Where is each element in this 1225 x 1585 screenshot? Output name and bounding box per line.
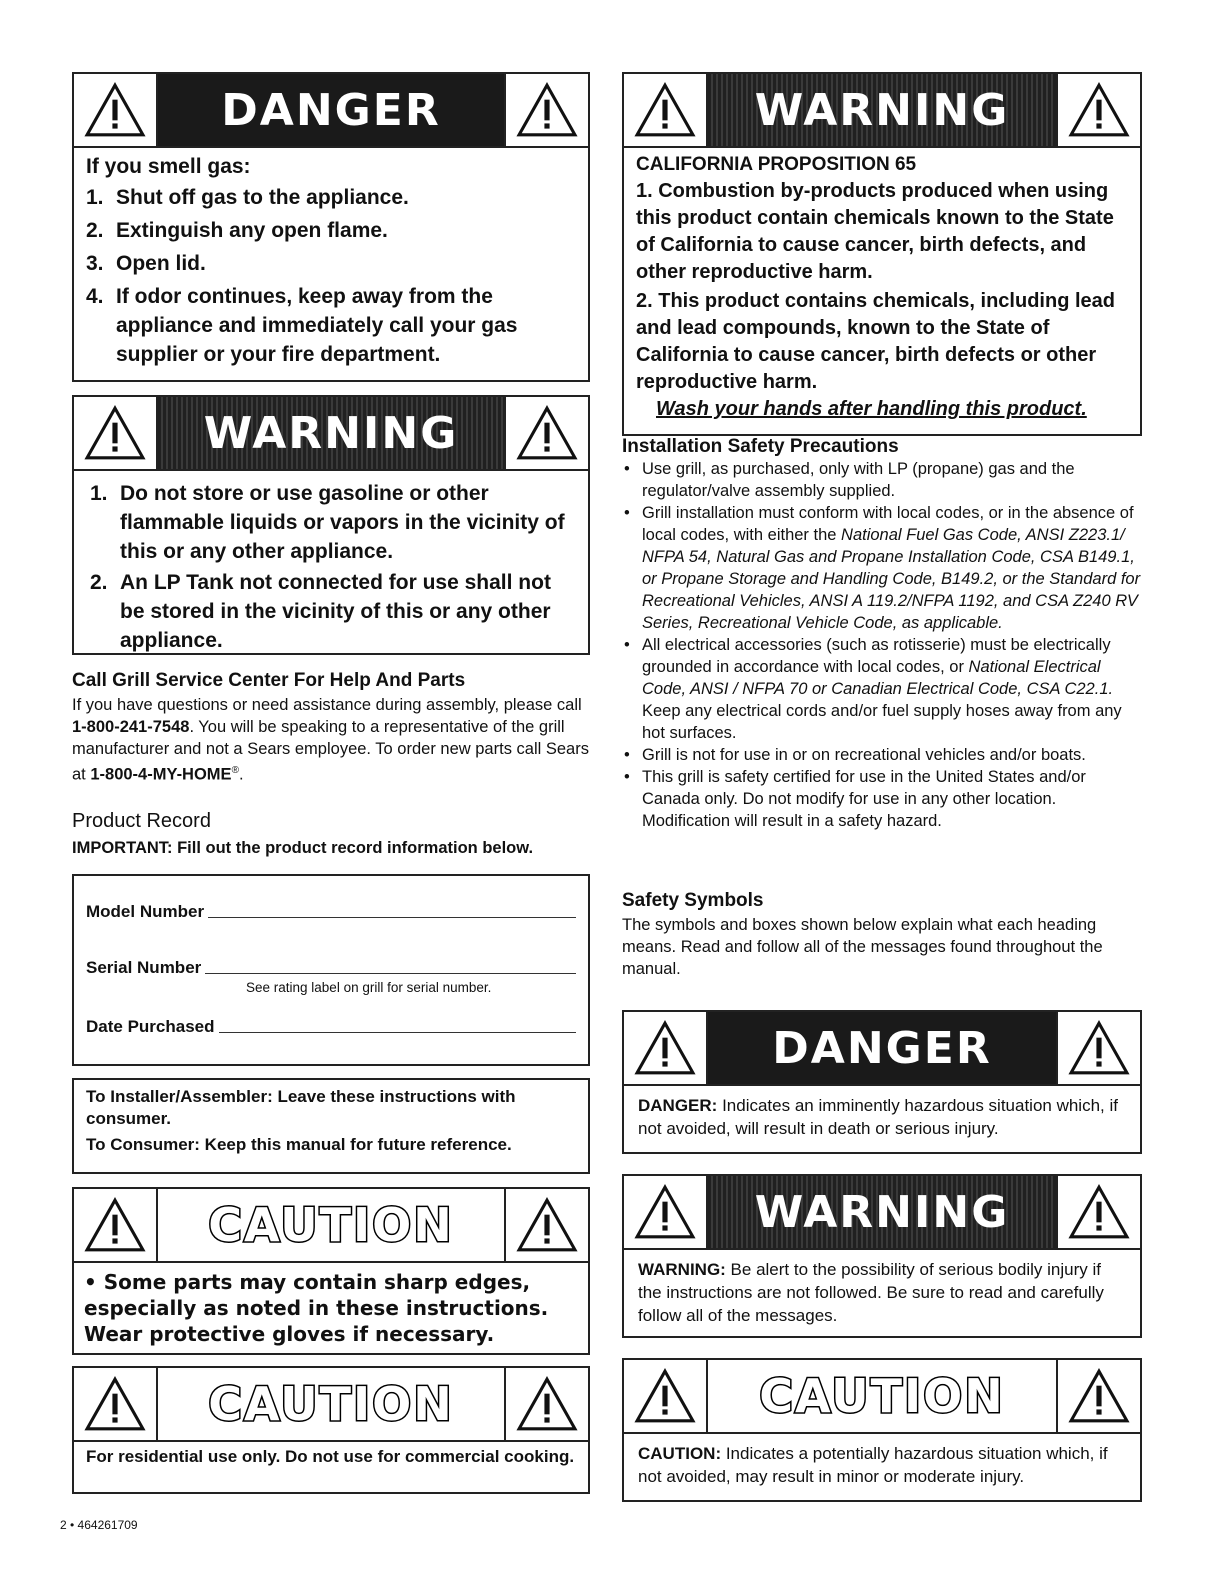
- caution-edges-text: • Some parts may contain sharp edges, especially as noted in these instructions. Wear protective gloves if necessary.: [84, 1270, 549, 1346]
- gas-steps-list: [86, 183, 576, 369]
- warning-signal-bar: [624, 1176, 1140, 1250]
- list-item: 1. Do not store or use gasoline or other flammable liquids or vapors in the vicinity of this or any other appliance.: [90, 482, 565, 563]
- signal-word-caution: CAUTION: [208, 1198, 454, 1252]
- product-record-important: IMPORTANT: Fill out the product record information below.: [72, 839, 534, 857]
- warning-gasoline-box: [72, 395, 590, 655]
- alert-triangle-icon: [74, 397, 158, 469]
- gas-intro: If you smell gas:: [86, 155, 251, 178]
- list-item: 4. If odor continues, keep away from the appliance and immediately call your gas supplier or your fire department.: [86, 285, 518, 366]
- alert-triangle-icon: [624, 1012, 708, 1084]
- service-section: [72, 670, 592, 786]
- alert-triangle-icon: [1056, 1012, 1140, 1084]
- installer-note: To Installer/Assembler: Leave these instructions with consumer.: [86, 1087, 516, 1128]
- alert-triangle-icon: [1056, 1176, 1140, 1248]
- list-item: • Grill is not for use in or on recreational vehicles and/or boats.: [624, 746, 1086, 764]
- install-safety-heading: Installation Safety Precautions: [622, 436, 899, 457]
- safety-symbols-section: [622, 890, 1142, 980]
- list-item: 3. Open lid.: [86, 252, 206, 275]
- product-record-box: [72, 874, 590, 1066]
- prop65-wash-note: Wash your hands after handling this product.: [656, 398, 1087, 420]
- parts-phone: 1-800-4-MY-HOME: [90, 765, 232, 784]
- list-item: 2. Extinguish any open flame.: [86, 219, 388, 242]
- signal-word-warning: WARNING: [708, 1176, 1056, 1248]
- safety-symbols-text: The symbols and boxes shown below explain what each heading means. Read and follow all of the messages found throughout the manual.: [622, 916, 1103, 978]
- alert-triangle-icon: [624, 1176, 708, 1248]
- installer-box: [72, 1078, 590, 1174]
- signal-word-warning: WARNING: [708, 74, 1056, 146]
- serial-number-field[interactable]: Serial Number: [86, 958, 576, 978]
- service-text: If you have questions or need assistance during assembly, please call 1-800-241-7548. You will be speaking to a representative of the grill manufacturer and not a Sears employee. To order new parts call Sears at 1-800-4-MY-HOME®.: [72, 696, 589, 784]
- danger-signal-bar: [624, 1012, 1140, 1086]
- page-footer: 2 • 464261709: [60, 1518, 138, 1532]
- alert-triangle-icon: [504, 1189, 588, 1261]
- service-heading: Call Grill Service Center For Help And Parts: [72, 670, 466, 691]
- signal-word-danger: DANGER: [158, 74, 504, 146]
- warning-signal-bar: [624, 74, 1140, 148]
- model-number-field[interactable]: Model Number: [86, 902, 576, 922]
- prop65-heading: CALIFORNIA PROPOSITION 65: [636, 154, 917, 175]
- caution-residential-text: For residential use only. Do not use for commercial cooking.: [86, 1447, 575, 1466]
- prop65-item-2: 2. This product contains chemicals, including lead and lead compounds, known to the State of California to cause cancer, birth defects or other reproductive harm.: [636, 290, 1115, 393]
- signal-word-caution: CAUTION: [208, 1377, 454, 1431]
- warning-definition-box: [622, 1174, 1142, 1338]
- date-purchased-field[interactable]: Date Purchased: [86, 1017, 576, 1037]
- alert-triangle-icon: [1056, 74, 1140, 146]
- signal-word-warning: WARNING: [158, 397, 504, 469]
- product-record-section: [72, 810, 592, 858]
- caution-residential-box: [72, 1366, 590, 1494]
- product-record-heading: Product Record: [72, 810, 211, 832]
- caution-edges-box: [72, 1187, 590, 1355]
- caution-definition-text: CAUTION: Indicates a potentially hazardous situation which, if not avoided, may result in minor or moderate injury.: [638, 1444, 1108, 1486]
- alert-triangle-icon: [504, 397, 588, 469]
- alert-triangle-icon: [624, 74, 708, 146]
- danger-signal-bar: [74, 74, 588, 148]
- gasoline-steps-list: [90, 479, 572, 655]
- consumer-note: To Consumer: Keep this manual for future reference.: [86, 1135, 512, 1154]
- alert-triangle-icon: [504, 74, 588, 146]
- caution-signal-bar: [74, 1189, 588, 1263]
- safety-symbols-heading: Safety Symbols: [622, 890, 764, 911]
- signal-word-caution: CAUTION: [759, 1369, 1005, 1423]
- service-phone: 1-800-241-7548: [72, 718, 190, 736]
- caution-signal-bar: [624, 1360, 1140, 1434]
- alert-triangle-icon: [74, 1368, 158, 1440]
- caution-signal-bar: [74, 1368, 588, 1442]
- alert-triangle-icon: [624, 1360, 708, 1432]
- signal-word-danger: DANGER: [708, 1012, 1056, 1084]
- list-item: • Grill installation must conform with local codes, or in the absence of local codes, with either the National Fuel Gas Code, ANSI Z223.1/ NFPA 54, Natural Gas and Propane Installation Code, CSA B149.1, or Propane Storage and Handling Code, B149.2, or the Standard for Recreational Vehicles, ANSI A 119.2/NFPA 1192, and CSA Z240 RV Series, Recreational Vehicle Code, as applicable.: [624, 504, 1141, 632]
- list-item: 1. Shut off gas to the appliance.: [86, 186, 409, 209]
- list-item: • Use grill, as purchased, only with LP (propane) gas and the regulator/valve assembly supplied.: [624, 460, 1075, 500]
- danger-definition-box: [622, 1010, 1142, 1154]
- caution-definition-box: [622, 1358, 1142, 1502]
- alert-triangle-icon: [74, 1189, 158, 1261]
- danger-gas-box: [72, 72, 590, 382]
- warning-prop65-box: [622, 72, 1142, 436]
- list-item: • All electrical accessories (such as rotisserie) must be electrically grounded in accordance with local codes, or National Electrical Code, ANSI / NFPA 70 or Canadian Electrical Code, CSA C22.1. Keep any electrical cords and/or fuel supply hoses away from any hot surfaces.: [624, 636, 1122, 742]
- warning-signal-bar: [74, 397, 588, 471]
- list-item: • This grill is safety certified for use in the United States and/or Canada only. Do not modify for use in any other location. Modification will result in a safety hazard.: [624, 768, 1086, 830]
- warning-definition-text: WARNING: Be alert to the possibility of serious bodily injury if the instructions are not followed. Be sure to read and carefully follow all of the messages.: [638, 1260, 1104, 1325]
- prop65-item-1: 1. Combustion by-products produced when using this product contain chemicals known to the State of California to cause cancer, birth defects, and other reproductive harm.: [636, 180, 1114, 283]
- install-safety-section: [622, 436, 1142, 832]
- alert-triangle-icon: [74, 74, 158, 146]
- serial-note: See rating label on grill for serial number.: [246, 980, 492, 995]
- install-safety-list: [622, 458, 1142, 832]
- danger-definition-text: DANGER: Indicates an imminently hazardous situation which, if not avoided, will result in death or serious injury.: [638, 1096, 1118, 1138]
- alert-triangle-icon: [504, 1368, 588, 1440]
- list-item: 2. An LP Tank not connected for use shall not be stored in the vicinity of this or any other appliance.: [90, 571, 551, 652]
- alert-triangle-icon: [1056, 1360, 1140, 1432]
